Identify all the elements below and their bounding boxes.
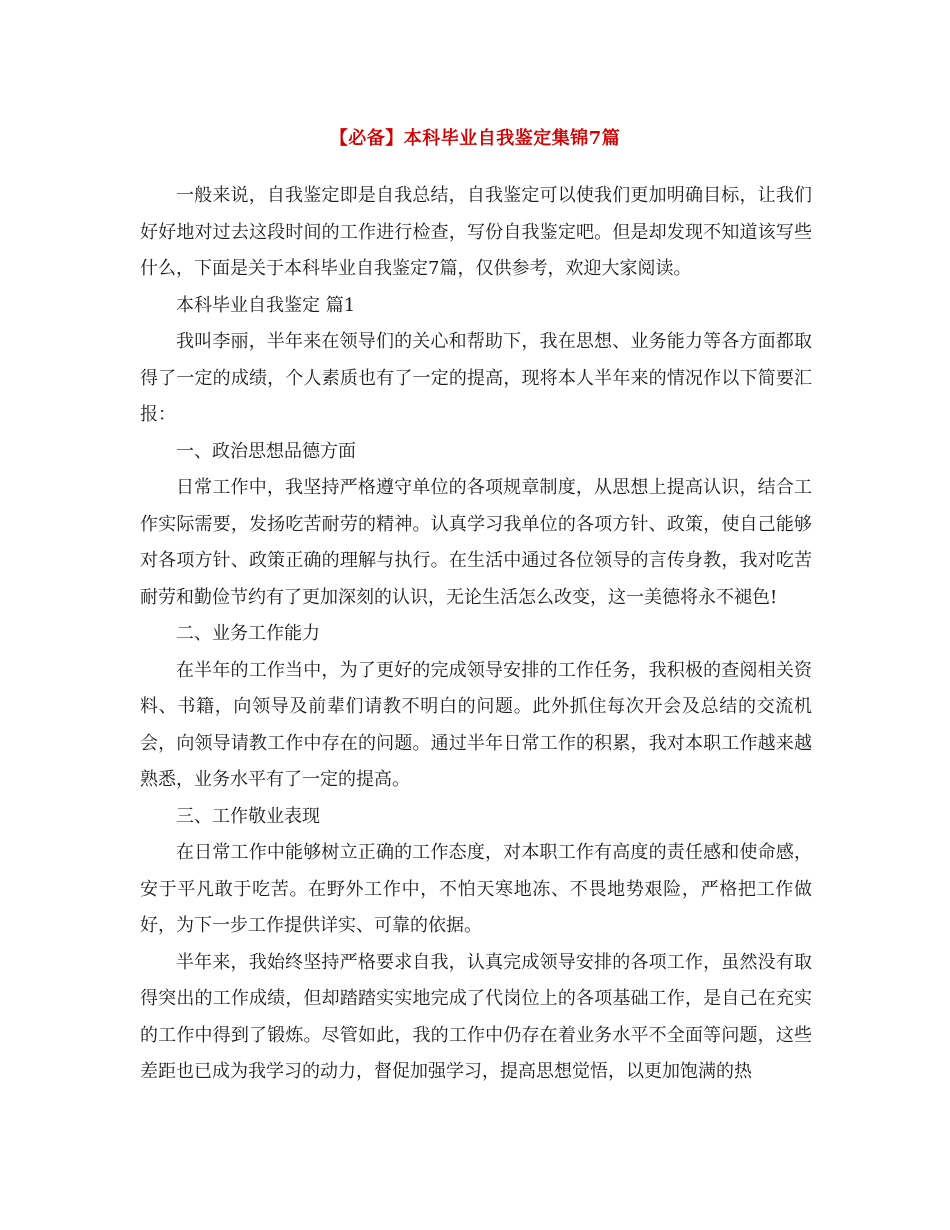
heading-political-ideology: 一、政治思想品德方面 <box>176 440 356 462</box>
work-ability-paragraph: 在半年的工作当中，为了更好的完成领导安排的工作任务，我积极的查阅相关资料、书籍，向领导及前辈们请教不明白的问题。此外抓住每次开会及总结的交流机会，向领导请教工作中存在的问题。通过半年日常工作的积累，我对本职工作越来越熟悉，业务水平有了一定的提高。 <box>140 659 812 790</box>
work-dedication-paragraph: 在日常工作中能够树立正确的工作态度，对本职工作有高度的责任感和使命感，安于平凡敢于吃苦。在野外工作中，不怕天寒地冻、不畏地势艰险，严格把工作做好，为下一步工作提供详实、可靠的依据。 <box>140 842 812 936</box>
political-ideology-paragraph: 日常工作中，我坚持严格遵守单位的各项规章制度，从思想上提高认识，结合工作实际需要，发扬吃苦耐劳的精神。认真学习我单位的各项方针、政策，使自己能够对各项方针、政策正确的理解与执行。在生活中通过各位领导的言传身教，我对吃苦耐劳和勤俭节约有了更加深刻的认识，无论生活怎么改变，这一美德将永不褪色! <box>140 477 812 608</box>
heading-work-ability: 二、业务工作能力 <box>176 623 320 644</box>
intro-paragraph: 一般来说，自我鉴定即是自我总结，自我鉴定可以使我们更加明确目标，让我们好好地对过去这段时间的工作进行检查，写份自我鉴定吧。但是却发现不知道该写些什么，下面是关于本科毕业自我鉴定7篇，仅供参考，欢迎大家阅读。 <box>140 185 812 279</box>
self-introduction-paragraph: 我叫李丽，半年来在领导们的关心和帮助下，我在思想、业务能力等各方面都取得了一定的成绩，个人素质也有了一定的提高，现将本人半年来的情况作以下简要汇报： <box>140 331 812 425</box>
section-heading-article-1: 本科毕业自我鉴定 篇1 <box>176 294 356 316</box>
document-title: 【必备】本科毕业自我鉴定集锦7篇 <box>329 128 621 149</box>
summary-paragraph: 半年来，我始终坚持严格要求自我，认真完成领导安排的各项工作，虽然没有取得突出的工作成绩，但却踏踏实实地完成了代岗位上的各项基础工作，是自己在充实的工作中得到了锻炼。尽管如此，我的工作中仍存在着业务水平不全面等问题，这些差距也已成为我学习的动力，督促加强学习，提高思想觉悟，以更加饱满的热 <box>140 951 812 1082</box>
heading-work-dedication: 三、工作敬业表现 <box>176 805 320 827</box>
document-body <box>140 178 812 1091</box>
